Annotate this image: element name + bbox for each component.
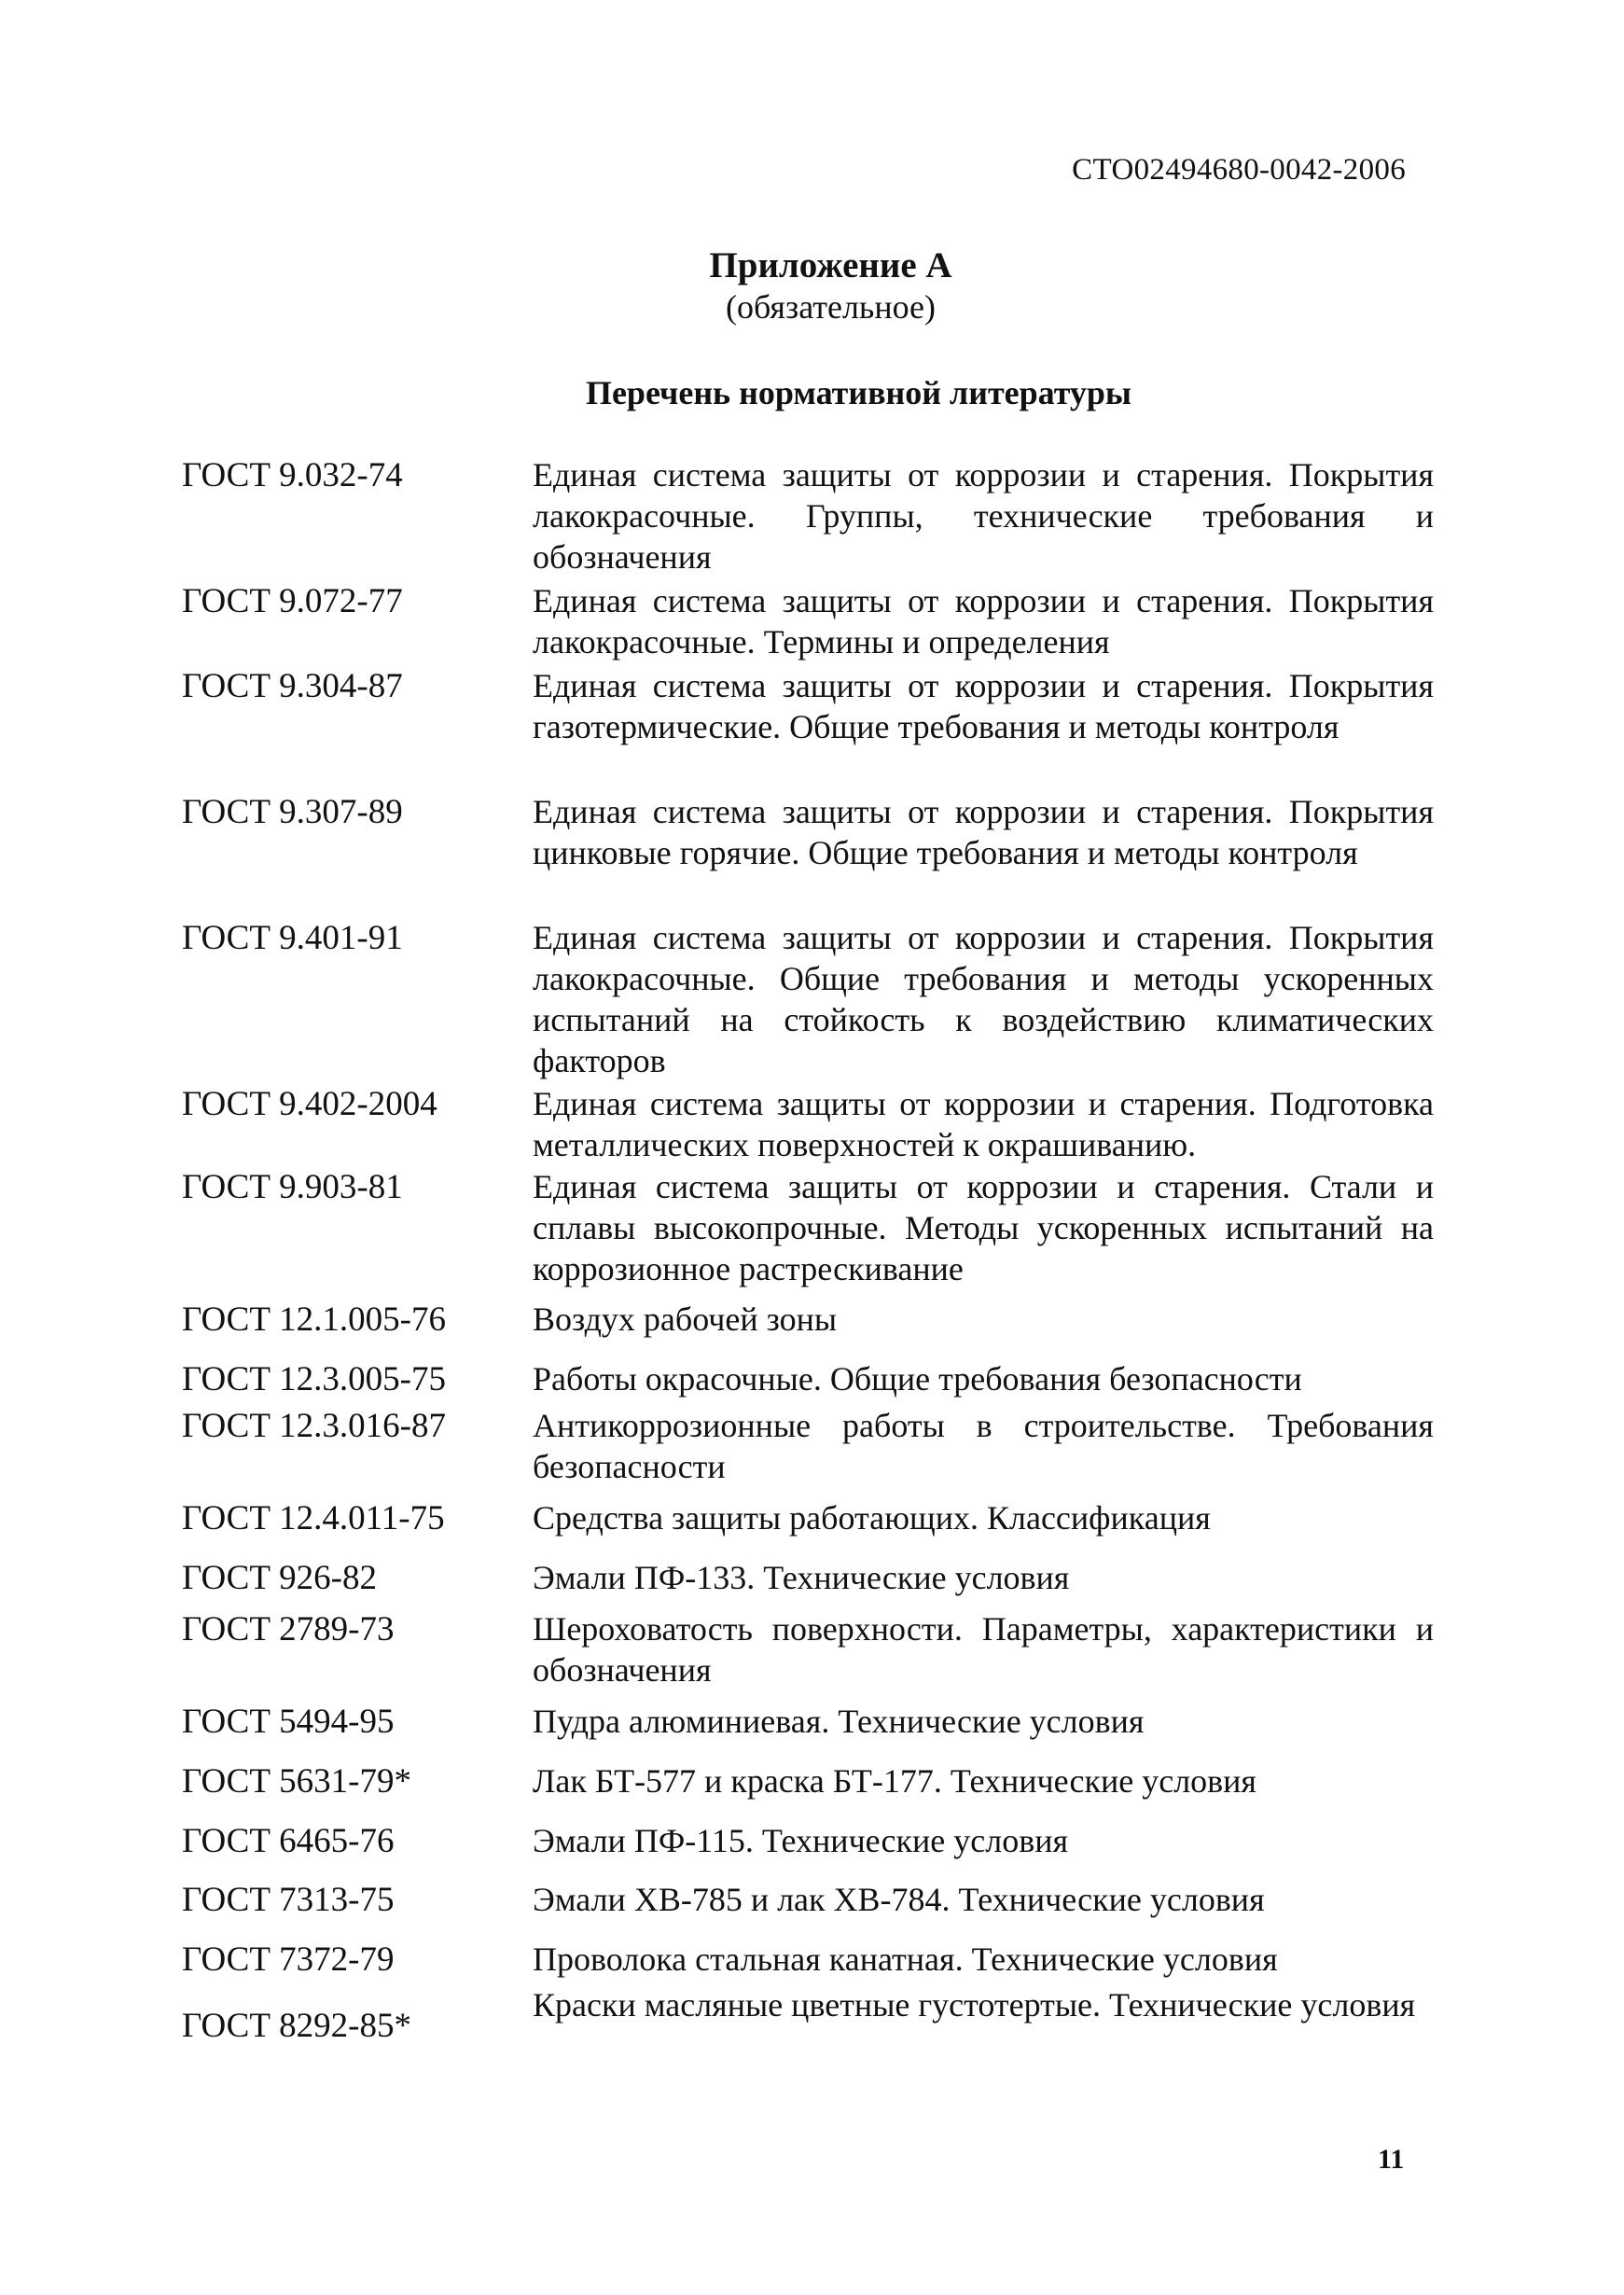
standard-title: Единая система защиты от коррозии и старения. Покрытия цинковые горячие. Общие требования и методы контроля	[533, 793, 1434, 871]
standard-title: Пудра алюминиевая. Технические условия	[533, 1703, 1145, 1740]
standard-title: Эмали ПФ-115. Технические условия	[533, 1822, 1069, 1859]
standard-title: Единая система защиты от коррозии и старения. Покрытия газотермические. Общие требования и методы контроля	[533, 667, 1434, 745]
page-number: 11	[1378, 2144, 1405, 2175]
standard-code: ГОСТ 6465-76	[182, 1822, 395, 1860]
standard-code: ГОСТ 12.3.016-87	[182, 1407, 446, 1445]
standard-title: Проволока стальная канатная. Технические условия	[533, 1940, 1278, 1978]
standard-title: Краски масляные цветные густотертые. Технические условия	[533, 1986, 1416, 2024]
standard-code: ГОСТ 5494-95	[182, 1703, 395, 1741]
standard-code: ГОСТ 9.307-89	[182, 793, 403, 831]
appendix-subtitle: (обязательное)	[726, 288, 936, 326]
standard-title: Воздух рабочей зоны	[533, 1300, 838, 1338]
standard-title: Лак БТ-577 и краска БТ-177. Технические условия	[533, 1762, 1256, 1800]
standard-code: ГОСТ 9.401-91	[182, 919, 403, 957]
list-title: Перечень нормативной литературы	[585, 374, 1132, 411]
standard-title: Единая система защиты от коррозии и старения. Покрытия лакокрасочные. Общие требования и методы ускоренных испытаний на стойкость к воздействию климатических факторов	[533, 919, 1434, 1079]
standard-code: ГОСТ 5631-79*	[182, 1762, 411, 1801]
standard-code: ГОСТ 8292-85*	[182, 2007, 411, 2045]
standard-title: Эмали ХВ-785 и лак ХВ-784. Технические условия	[533, 1881, 1265, 1918]
appendix-title: Приложение А	[709, 245, 952, 285]
standard-code: ГОСТ 12.4.011-75	[182, 1499, 445, 1537]
standard-title: Шероховатость поверхности. Параметры, характеристики и обозначения	[533, 1610, 1434, 1689]
standard-code: ГОСТ 9.304-87	[182, 667, 403, 705]
standard-code: ГОСТ 7313-75	[182, 1881, 395, 1919]
standard-code: ГОСТ 2789-73	[182, 1610, 395, 1648]
standard-code: ГОСТ 12.1.005-76	[182, 1300, 446, 1339]
standard-code: ГОСТ 9.072-77	[182, 582, 403, 620]
standard-code: ГОСТ 7372-79	[182, 1940, 395, 1979]
standard-title: Эмали ПФ-133. Технические условия	[533, 1559, 1070, 1596]
standard-code: ГОСТ 9.903-81	[182, 1168, 403, 1206]
standard-code: ГОСТ 12.3.005-75	[182, 1360, 446, 1398]
standard-title: Средства защиты работающих. Классификация	[533, 1499, 1211, 1537]
standard-title: Единая система защиты от коррозии и старения. Покрытия лакокрасочные. Термины и определения	[533, 582, 1434, 661]
standard-title: Единая система защиты от коррозии и старения. Покрытия лакокрасочные. Группы, технические требования и обозначения	[533, 456, 1434, 576]
standard-code: ГОСТ 9.402-2004	[182, 1085, 437, 1123]
document-code: СТО02494680-0042-2006	[1072, 153, 1406, 187]
standard-code: ГОСТ 9.032-74	[182, 456, 403, 494]
standard-title: Антикоррозионные работы в строительстве. Требования безопасности	[533, 1407, 1434, 1485]
standard-code: ГОСТ 926-82	[182, 1559, 377, 1597]
standard-title: Единая система защиты от коррозии и старения. Стали и сплавы высокопрочные. Методы ускоренных испытаний на коррозионное растрескивание	[533, 1168, 1434, 1287]
standard-title: Единая система защиты от коррозии и старения. Подготовка металлических поверхностей к окрашиванию.	[533, 1085, 1434, 1163]
standard-title: Работы окрасочные. Общие требования безопасности	[533, 1360, 1302, 1398]
